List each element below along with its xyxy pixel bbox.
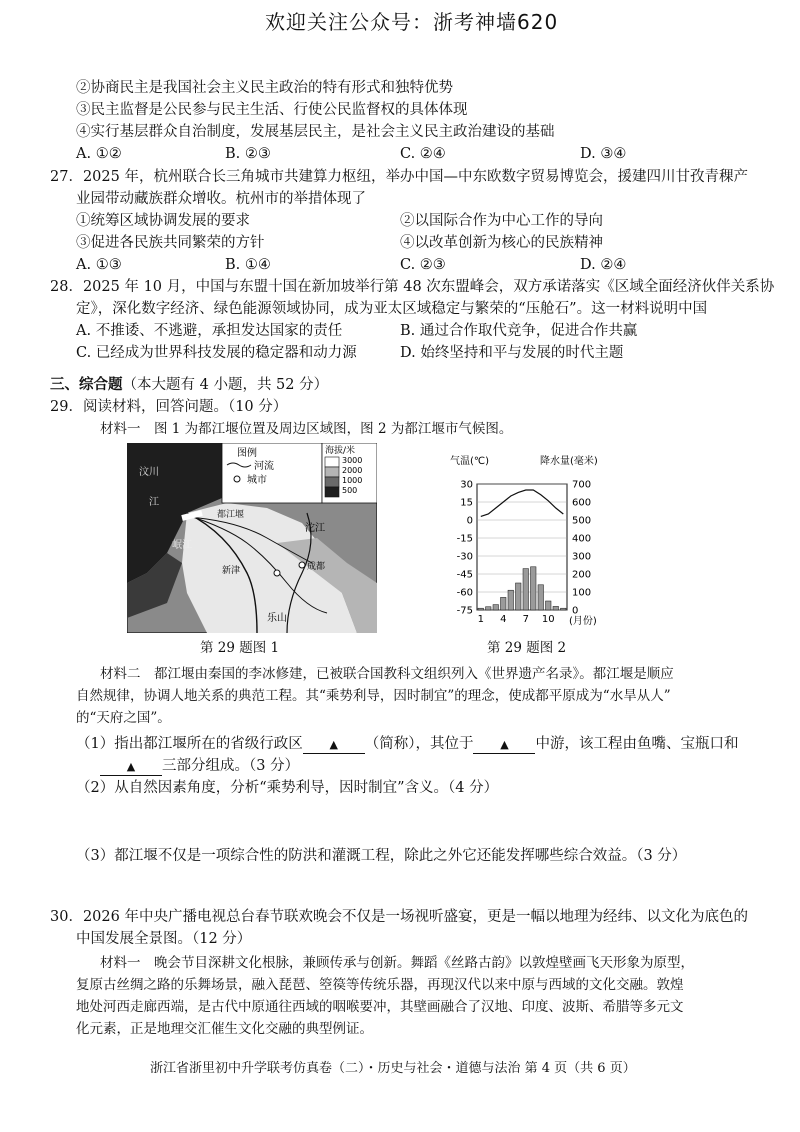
precip-bar (516, 583, 522, 610)
precip-bar (531, 567, 537, 610)
x-tick-label: 1 (477, 614, 484, 625)
q30-material-1-line3: 地处河西走廊西端，是古代中原通往西域的咽喉要冲，其壁画融合了汉地、印度、波斯、希腊等多元文 (76, 999, 684, 1015)
q29-material-1: 材料一 图 1 为都江堰位置及周边区域图，图 2 为都江堰市气候图。 (100, 421, 513, 437)
q29-s1-part-b: （简称），其位于 (364, 736, 474, 752)
q27-item-4: ④以改革创新为核心的民族精神 (400, 235, 603, 251)
q27-item-1: ①统筹区域协调发展的要求 (76, 213, 250, 229)
q29-s1-part-d: 三部分组成。（3 分） (162, 758, 300, 774)
precip-bar (538, 585, 544, 610)
legend-river-label: 河流 (254, 461, 274, 472)
answer-blank-river[interactable]: ▲ (473, 737, 535, 754)
left-tick-label: 0 (466, 515, 473, 527)
q29-subquestion-3: （3）都江堰不仅是一项综合性的防洪和灌溉工程，除此之外它还能发挥哪些综合效益。（3 分） (76, 848, 687, 864)
plot-frame (477, 484, 567, 610)
x-tick-label: 4 (500, 614, 507, 625)
q26-option-c: C. ②④ (400, 146, 446, 162)
q27-stem-line1: 27．2025 年，杭州联合长三角城市共建算力枢纽，举办中国—中东欧数字贸易博览会，援建四川甘孜青稞产 (50, 169, 748, 185)
legend-city-icon (234, 476, 240, 482)
x-axis-unit: (月份) (569, 616, 597, 627)
q27-option-a: A. ①③ (76, 257, 122, 273)
q26-item-2: ②协商民主是我国社会主义民主政治的特有形式和独特优势 (76, 80, 453, 96)
q26-option-a: A. ①② (76, 146, 122, 162)
q29-material-2-line2: 自然规律，协调人地关系的典范工程。其“乘势利导，因时制宜”的理念，使成都平原成为“水旱从人” (76, 688, 671, 704)
section-3-note: （本大题有 4 小题，共 52 分） (122, 377, 329, 393)
alt-swatch-4 (325, 487, 339, 497)
alt-swatch-1 (325, 457, 339, 467)
map-label-minjiang: 岷江 (172, 540, 192, 551)
legend-title: 图例 (237, 448, 257, 459)
x-tick-label: 10 (541, 614, 555, 625)
q26-option-d: D. ③④ (580, 146, 627, 162)
q28-option-d: D. 始终坚持和平与发展的时代主题 (400, 345, 624, 361)
figure-1-caption: 第 29 题图 1 (200, 640, 280, 656)
q27-option-c: C. ②③ (400, 257, 446, 273)
temp-axis-label: 气温(℃) (450, 456, 490, 467)
alt-tick-500: 500 (342, 486, 358, 495)
right-tick-label: 0 (572, 605, 579, 617)
right-tick-label: 300 (572, 551, 592, 563)
precip-bar (553, 606, 559, 610)
left-tick-label: 30 (460, 479, 473, 491)
city-icon-2 (274, 570, 280, 576)
q29-subquestion-2: （2）从自然因素角度，分析“乘势利导，因时制宜”含义。（4 分） (76, 780, 499, 796)
map-label-leshan: 乐山 (267, 613, 287, 624)
map-label-tuojiang: 沱江 (305, 523, 325, 534)
precip-bar (486, 607, 492, 610)
q26-item-3: ③民主监督是公民参与民主生活、行使公民监督权的具体体现 (76, 102, 468, 118)
right-tick-label: 700 (572, 479, 592, 491)
x-tick-label: 7 (522, 614, 529, 625)
right-tick-label: 500 (572, 515, 592, 527)
q29-material-2-line3: 的“天府之国”。 (76, 710, 171, 726)
grid-lines (477, 484, 567, 610)
q27-option-d: D. ②④ (580, 257, 627, 273)
duijiangyan-location-map (127, 443, 377, 633)
q30-material-1-line1: 材料一 晚会节目深耕文化根脉，兼顾传承与创新。舞蹈《丝路古韵》以敦煌壁画飞天形象为原型， (100, 955, 694, 971)
left-tick-label: -75 (456, 605, 473, 617)
precip-bar (561, 608, 567, 610)
q28-stem-line1: 28．2025 年 10 月，中国与东盟十国在新加坡举行第 48 次东盟峰会，双方承诺落实《区域全面经济伙伴关系协 (50, 279, 775, 295)
left-tick-label: 15 (460, 497, 473, 509)
chengdu-city-icon (299, 562, 305, 568)
right-tick-label: 100 (572, 587, 592, 599)
map-label-xinjin: 新津 (222, 566, 241, 576)
q30-stem-line1: 30．2026 年中央广播电视总台春节联欢晚会不仅是一场视听盛宴，更是一幅以地理为经纬、以文化为底色的 (50, 909, 748, 925)
page-header: 欢迎关注公众号：浙考神墙620 (265, 10, 559, 34)
alt-tick-2000: 2000 (342, 466, 363, 475)
q29-subquestion-1 (76, 733, 738, 755)
alt-swatch-3 (325, 477, 339, 487)
precip-bar (523, 569, 529, 610)
alt-tick-1000: 1000 (342, 476, 363, 485)
map-label-jiang: 江 (149, 497, 159, 508)
precip-bar (546, 601, 552, 610)
alt-swatch-2 (325, 467, 339, 477)
figure-2-caption: 第 29 题图 2 (487, 640, 567, 656)
precip-bar (493, 605, 499, 610)
map-label-dujiangyan: 都江堰 (217, 510, 245, 520)
q30-material-1-line4: 化元素，正是地理交汇催生文化交融的典型例证。 (76, 1021, 373, 1037)
left-axis-ticks (457, 480, 473, 617)
right-tick-label: 600 (572, 497, 592, 509)
q30-material-1-line2: 复原古丝绸之路的乐舞场景，融入琵琶、箜篌等传统乐器，再现汉代以来中原与西域的文化交融。敦煌 (76, 977, 684, 993)
precip-bar (478, 608, 484, 610)
climate-chart (445, 452, 645, 627)
q26-option-b: B. ②③ (225, 146, 271, 162)
precip-axis-label: 降水量(毫米) (540, 456, 598, 467)
q26-item-4: ④实行基层群众自治制度，发展基层民主，是社会主义民主政治建设的基础 (76, 124, 555, 140)
q28-stem-line2: 定》，深化数字经济、绿色能源领域协同，成为亚太区域稳定与繁荣的“压舱石”。这一材料说明中国 (76, 301, 708, 317)
section-3-heading (50, 374, 328, 396)
left-tick-label: -15 (456, 533, 473, 545)
temperature-line (481, 490, 564, 516)
q29-s1-part-c: 中游，该工程由鱼嘴、宝瓶口和 (535, 736, 739, 752)
right-tick-label: 200 (572, 569, 592, 581)
section-3-title: 三、综合题 (50, 376, 123, 393)
q28-option-b: B. 通过合作取代竞争，促进合作共赢 (400, 323, 638, 339)
left-tick-label: -60 (456, 587, 473, 599)
legend-city-label: 城市 (247, 475, 267, 486)
map-label-chengdu: 成都 (307, 562, 326, 572)
q28-option-a: A. 不推诿、不逃避，承担发达国家的责任 (76, 323, 343, 339)
q29-material-2-line1: 材料二 都江堰由秦国的李冰修建，已被联合国教科文组织列入《世界遗产名录》。都江堰是顺应 (100, 666, 674, 682)
precip-bar (508, 590, 514, 610)
left-tick-label: -30 (456, 551, 473, 563)
answer-blank-structure[interactable]: ▲ (100, 759, 162, 776)
q27-option-b: B. ①④ (225, 257, 271, 273)
q27-item-2: ②以国际合作为中心工作的导向 (400, 213, 603, 229)
precip-bar (501, 597, 507, 610)
x-axis-ticks (478, 614, 555, 625)
precip-bars (478, 567, 566, 610)
answer-blank-province[interactable]: ▲ (303, 737, 365, 754)
q27-item-3: ③促进各民族共同繁荣的方针 (76, 235, 265, 251)
left-tick-label: -45 (456, 569, 473, 581)
right-axis-ticks (572, 480, 591, 617)
map-label-wenchuan: 汶川 (139, 467, 159, 478)
q29-intro: 29．阅读材料，回答问题。（10 分） (50, 399, 288, 415)
q30-stem-line2: 中国发展全景图。（12 分） (76, 931, 252, 947)
q29-subquestion-1-cont (100, 755, 299, 777)
q27-stem-line2: 业园带动藏族群众增收。杭州市的举措体现了 (76, 191, 366, 207)
right-tick-label: 400 (572, 533, 592, 545)
page-footer: 浙江省浙里初中升学联考仿真卷（二）・历史与社会・道德与法治 第 4 页（共 6 页） (150, 1061, 636, 1076)
q28-option-c: C. 已经成为世界科技发展的稳定器和动力源 (76, 345, 357, 361)
altitude-title: 海拔/米 (325, 446, 356, 456)
alt-tick-3000: 3000 (342, 456, 363, 465)
q29-s1-part-a: （1）指出都江堰所在的省级行政区 (76, 736, 303, 752)
